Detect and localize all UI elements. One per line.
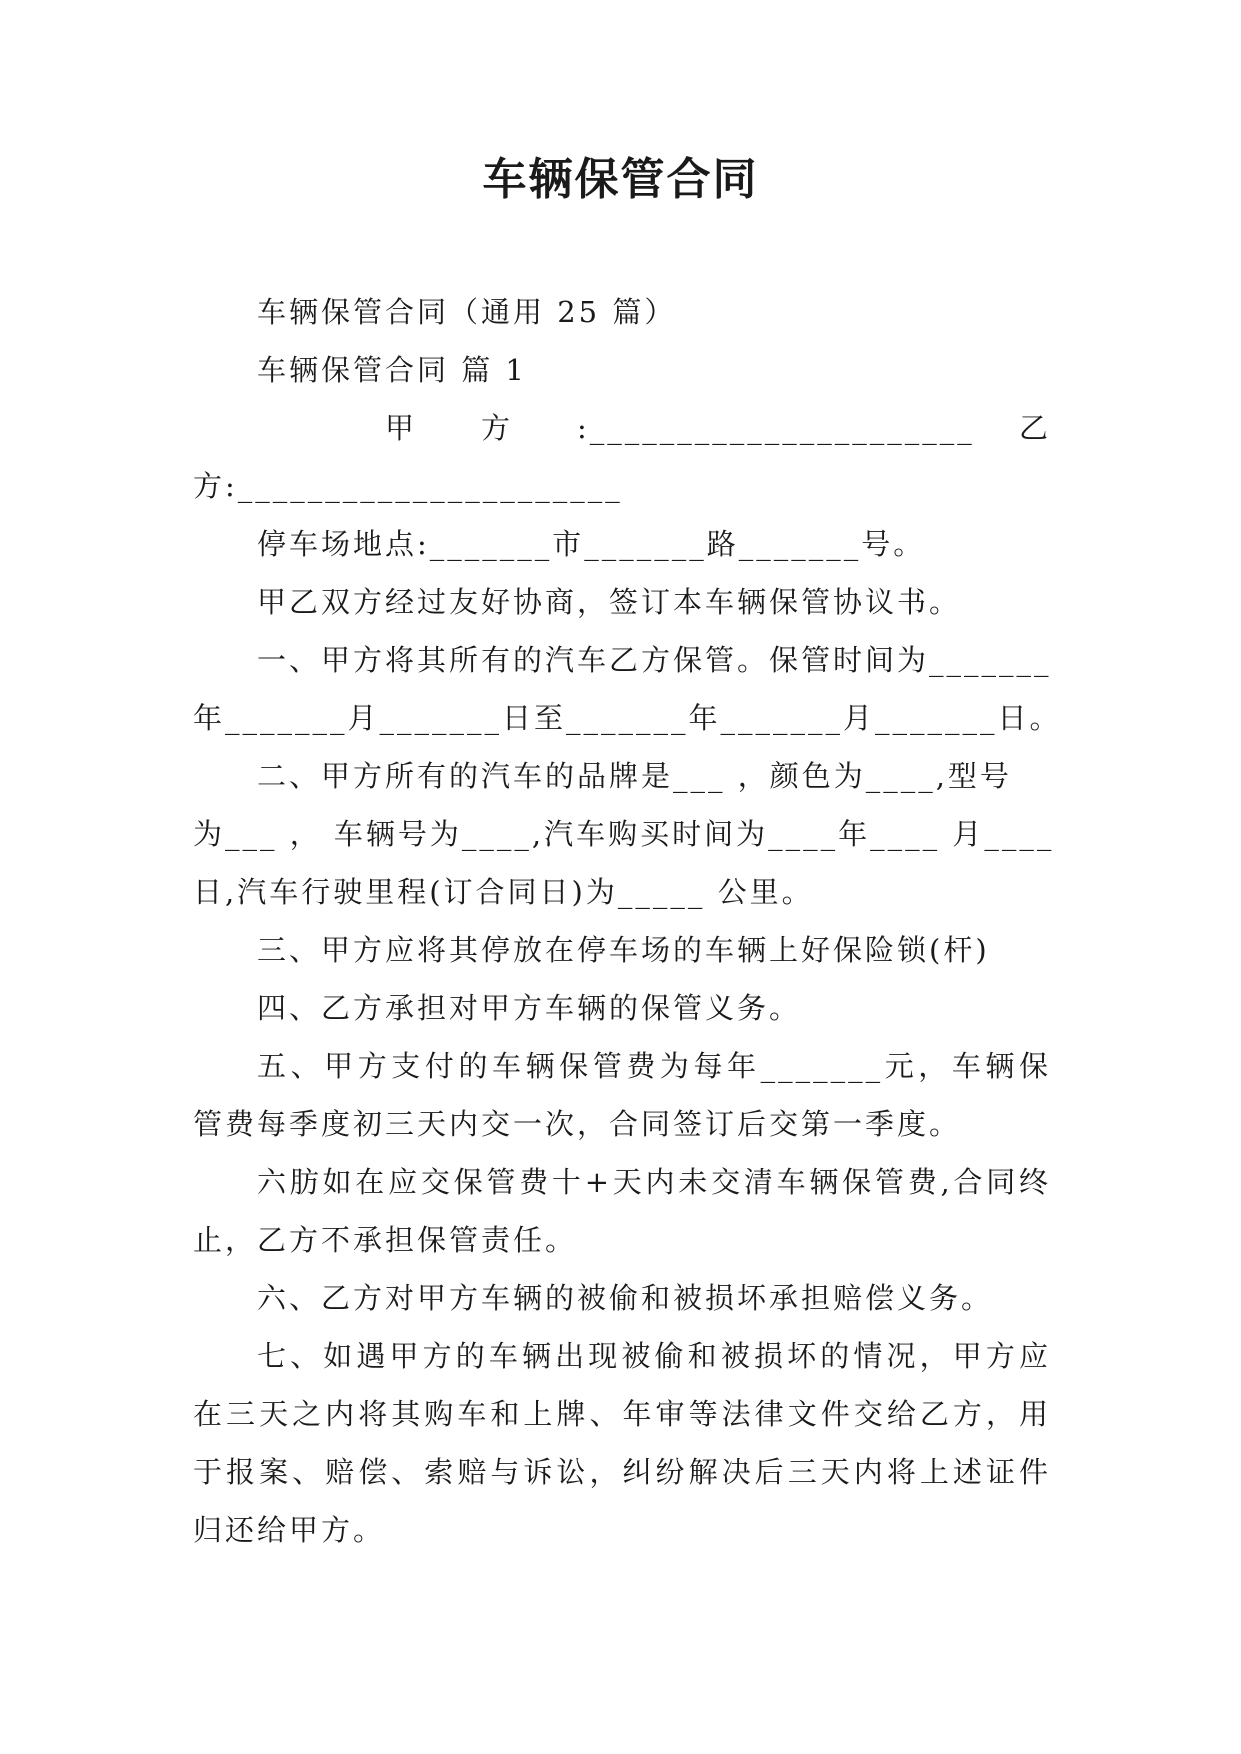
clause-1-line-2: 年_______月_______日至_______年_______月_______日。 [193, 701, 1062, 735]
party-a-line [193, 399, 1051, 457]
clause-6b: 六、乙方对甲方车辆的被偷和被损坏承担赔偿义务。 [257, 1281, 994, 1315]
clause-1-line-1: 一、甲方将其所有的汽车乙方保管。保管时间为_______ [257, 643, 1052, 677]
clause-2-line-2: 为___ ， 车辆号为____,汽车购买时间为____年____ 月____ [193, 817, 1055, 851]
clause-6a: 六肪如在应交保管费十+天内未交清车辆保管费,合同终止，乙方不承担保管责任。 [193, 1165, 1051, 1257]
clause-2-line-3: 日,汽车行驶里程(订合同日)为_____ 公里。 [193, 875, 814, 909]
section-heading: 车辆保管合同 篇 1 [257, 353, 527, 387]
intro-paragraph: 甲乙双方经过友好协商，签订本车辆保管协议书。 [257, 585, 962, 619]
clause-7: 七、如遇甲方的车辆出现被偷和被损坏的情况，甲方应在三天之内将其购车和上牌、年审等法律文件交给乙方，用于报案、赔偿、索赔与诉讼，纠纷解决后三天内将上述证件归还给甲方。 [193, 1339, 1051, 1547]
clause-2-line-1: 二、甲方所有的汽车的品牌是___ ，颜色为____,型号 [257, 759, 1012, 793]
clause-4: 四、乙方承担对甲方车辆的保管义务。 [257, 991, 802, 1025]
document-title: 车辆保管合同 [482, 154, 759, 205]
party-b-line: 方:______________________ [193, 469, 623, 503]
subtitle: 车辆保管合同（通用 25 篇） [257, 295, 677, 329]
clause-5: 五、甲方支付的车辆保管费为每年_______元，车辆保管费每季度初三天内交一次，合同签订后交第一季度。 [193, 1049, 1051, 1141]
party-b-label-part1: 乙 [1018, 411, 1051, 445]
document-body [193, 283, 1062, 1559]
clause-3: 三、甲方应将其停放在停车场的车辆上好保险锁(杆) [257, 933, 990, 967]
parking-location: 停车场地点:_______市_______路_______号。 [257, 527, 926, 561]
party-a-label: 甲 方 :______________________ [385, 411, 975, 445]
